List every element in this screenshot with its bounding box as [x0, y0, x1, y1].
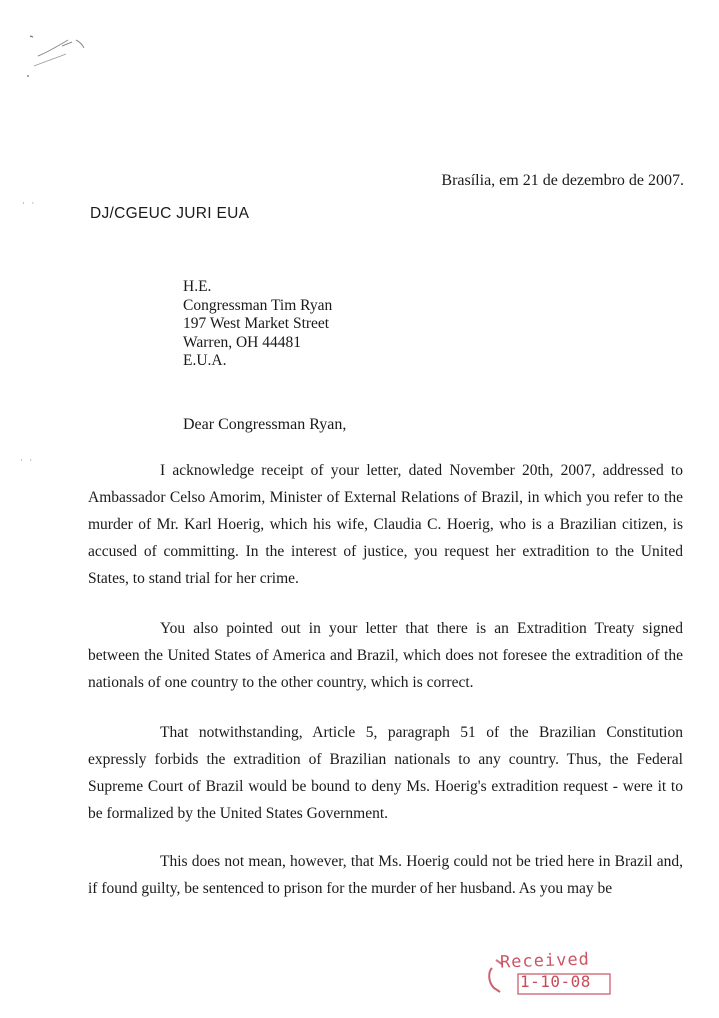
scan-mark: · ·	[20, 455, 35, 465]
reference-code: DJ/CGEUC JURI EUA	[90, 205, 250, 222]
received-stamp-date: 1-10-08	[520, 972, 591, 991]
recipient-address	[183, 278, 332, 371]
recipient-street: 197 West Market Street	[183, 315, 330, 332]
letter-date: Brasília, em 21 de dezembro de 2007.	[441, 172, 684, 189]
body-paragraph: I acknowledge receipt of your letter, dated November 20th, 2007, addressed to Ambassador Celso Amorim, Minister of External Relations of Brazil, in which you refer to the murder of Mr. Karl Hoerig, which his wife, Claudia C. Hoerig, who is a Brazilian citizen, is accused of committing. In the interest of justice, you request her extradition to the United States, to stand trial for her crime.	[88, 462, 683, 587]
scan-mark: · ·	[22, 198, 37, 208]
body-paragraph: This does not mean, however, that Ms. Hoerig could not be tried here in Brazil and, if found guilty, be sentenced to prison for the murder of her husband. As you may be	[88, 853, 683, 897]
recipient-city: Warren, OH 44481	[183, 333, 301, 351]
recipient-country: E.U.A.	[183, 352, 227, 369]
received-stamp-text: Received	[499, 949, 591, 973]
salutation: Dear Congressman Ryan,	[183, 416, 347, 433]
body-paragraph: That notwithstanding, Article 5, paragraph 51 of the Brazilian Constitution expressly forbids the extradition of Brazilian nationals to any country. Thus, the Federal Supreme Court of Brazil would be bound to deny Ms. Hoerig's extradition request - were it to be formalized by the United States Government.	[88, 724, 683, 822]
recipient-honorific: H.E.	[183, 278, 212, 295]
handwritten-scribble	[22, 30, 92, 90]
body-paragraph: You also pointed out in your letter that there is an Extradition Treaty signed between the United States of America and Brazil, which does not foresee the extradition of the nationals of one country to the other country, which is correct.	[88, 620, 683, 691]
recipient-name: Congressman Tim Ryan	[183, 296, 333, 314]
